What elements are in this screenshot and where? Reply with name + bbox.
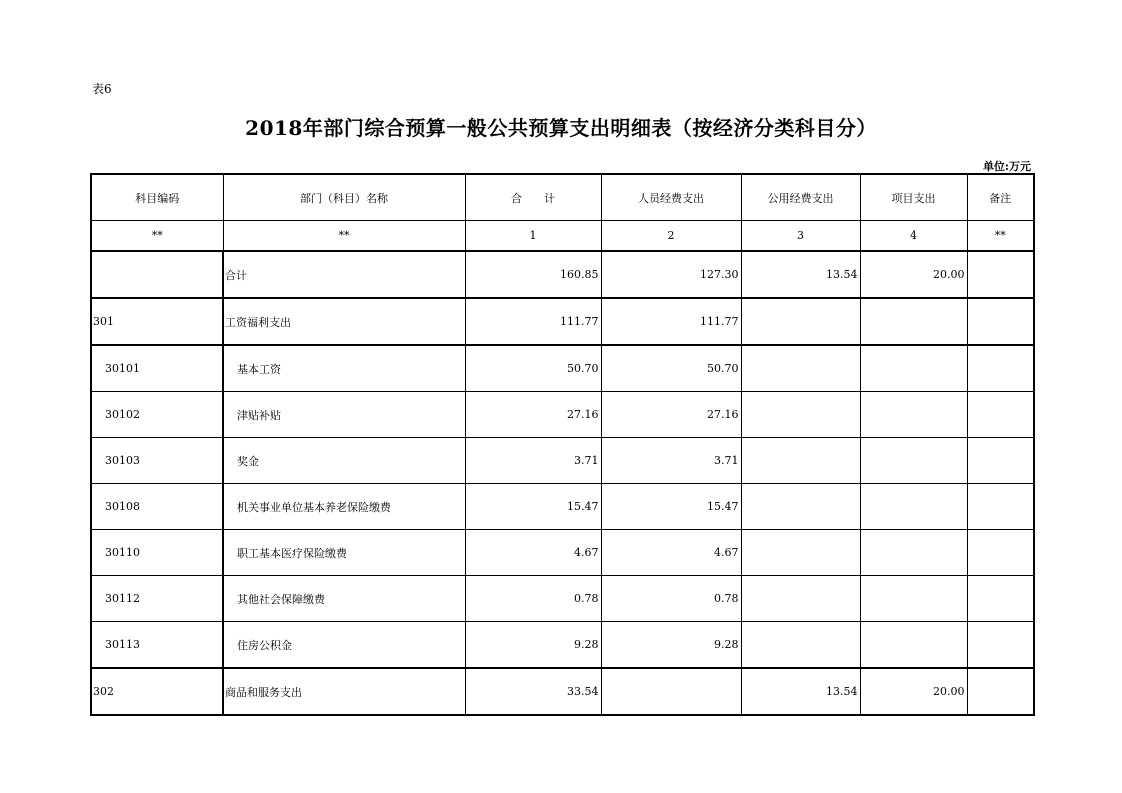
project-cell xyxy=(860,392,967,438)
expenditure-table xyxy=(90,173,1035,716)
total-cell: 27.16 xyxy=(465,392,601,438)
unit-label: 单位:万元 xyxy=(982,160,1031,173)
name-cell: 其他社会保障缴费 xyxy=(223,576,465,622)
table-row xyxy=(91,392,1034,438)
public-cell xyxy=(741,392,860,438)
total-cell: 50.70 xyxy=(465,345,601,392)
project-cell: 20.00 xyxy=(860,251,967,298)
project-cell xyxy=(860,530,967,576)
table-row xyxy=(91,668,1034,715)
note-cell xyxy=(967,668,1034,715)
total-cell: 9.28 xyxy=(465,622,601,669)
header-total: 合 计 xyxy=(465,174,601,221)
project-cell xyxy=(860,576,967,622)
public-cell: 13.54 xyxy=(741,251,860,298)
code-cell: 30101 xyxy=(91,345,223,392)
name-cell: 职工基本医疗保险缴费 xyxy=(223,530,465,576)
code-cell: 30103 xyxy=(91,438,223,484)
page-title: 2018年部门综合预算一般公共预算支出明细表（按经济分类科目分） xyxy=(245,116,877,140)
header-note: 备注 xyxy=(967,174,1034,221)
index-cell: 4 xyxy=(860,221,967,252)
personnel-cell: 127.30 xyxy=(601,251,741,298)
project-cell xyxy=(860,622,967,669)
code-cell: 30102 xyxy=(91,392,223,438)
total-cell: 4.67 xyxy=(465,530,601,576)
table-row xyxy=(91,622,1034,669)
name-cell: 奖金 xyxy=(223,438,465,484)
table-row xyxy=(91,530,1034,576)
code-cell: 30108 xyxy=(91,484,223,530)
total-cell: 33.54 xyxy=(465,668,601,715)
table-row xyxy=(91,438,1034,484)
personnel-cell: 9.28 xyxy=(601,622,741,669)
name-cell: 合计 xyxy=(223,251,465,298)
code-cell: 30113 xyxy=(91,622,223,669)
header-project: 项目支出 xyxy=(860,174,967,221)
note-cell xyxy=(967,392,1034,438)
index-cell: 3 xyxy=(741,221,860,252)
personnel-cell: 0.78 xyxy=(601,576,741,622)
name-cell: 住房公积金 xyxy=(223,622,465,669)
project-cell: 20.00 xyxy=(860,668,967,715)
note-cell xyxy=(967,298,1034,345)
index-cell: 2 xyxy=(601,221,741,252)
header-code: 科目编码 xyxy=(91,174,223,221)
name-cell: 机关事业单位基本养老保险缴费 xyxy=(223,484,465,530)
personnel-cell: 50.70 xyxy=(601,345,741,392)
public-cell: 13.54 xyxy=(741,668,860,715)
project-cell xyxy=(860,438,967,484)
index-row xyxy=(91,221,1034,252)
public-cell xyxy=(741,438,860,484)
total-cell: 111.77 xyxy=(465,298,601,345)
table-row xyxy=(91,251,1034,298)
personnel-cell: 4.67 xyxy=(601,530,741,576)
name-cell: 工资福利支出 xyxy=(223,298,465,345)
code-cell: 301 xyxy=(91,298,223,345)
project-cell xyxy=(860,484,967,530)
total-cell: 0.78 xyxy=(465,576,601,622)
header-name: 部门（科目）名称 xyxy=(223,174,465,221)
note-cell xyxy=(967,530,1034,576)
note-cell xyxy=(967,484,1034,530)
total-cell: 3.71 xyxy=(465,438,601,484)
note-cell xyxy=(967,438,1034,484)
public-cell xyxy=(741,622,860,669)
header-personnel: 人员经费支出 xyxy=(601,174,741,221)
personnel-cell: 111.77 xyxy=(601,298,741,345)
code-cell: 30110 xyxy=(91,530,223,576)
note-cell xyxy=(967,622,1034,669)
public-cell xyxy=(741,484,860,530)
total-cell: 160.85 xyxy=(465,251,601,298)
header-row xyxy=(91,174,1034,221)
table-row xyxy=(91,576,1034,622)
index-cell: 1 xyxy=(465,221,601,252)
total-cell: 15.47 xyxy=(465,484,601,530)
personnel-cell: 3.71 xyxy=(601,438,741,484)
note-cell xyxy=(967,576,1034,622)
name-cell: 基本工资 xyxy=(223,345,465,392)
personnel-cell: 15.47 xyxy=(601,484,741,530)
table-row xyxy=(91,345,1034,392)
table-row xyxy=(91,484,1034,530)
public-cell xyxy=(741,576,860,622)
code-cell xyxy=(91,251,223,298)
public-cell xyxy=(741,530,860,576)
code-cell: 302 xyxy=(91,668,223,715)
name-cell: 商品和服务支出 xyxy=(223,668,465,715)
personnel-cell xyxy=(601,668,741,715)
note-cell xyxy=(967,345,1034,392)
table-row xyxy=(91,298,1034,345)
project-cell xyxy=(860,298,967,345)
note-cell xyxy=(967,251,1034,298)
public-cell xyxy=(741,298,860,345)
index-cell: ** xyxy=(967,221,1034,252)
name-cell: 津贴补贴 xyxy=(223,392,465,438)
personnel-cell: 27.16 xyxy=(601,392,741,438)
public-cell xyxy=(741,345,860,392)
table-number: 表6 xyxy=(92,82,112,96)
index-cell: ** xyxy=(91,221,223,252)
header-public: 公用经费支出 xyxy=(741,174,860,221)
code-cell: 30112 xyxy=(91,576,223,622)
index-cell: ** xyxy=(223,221,465,252)
project-cell xyxy=(860,345,967,392)
